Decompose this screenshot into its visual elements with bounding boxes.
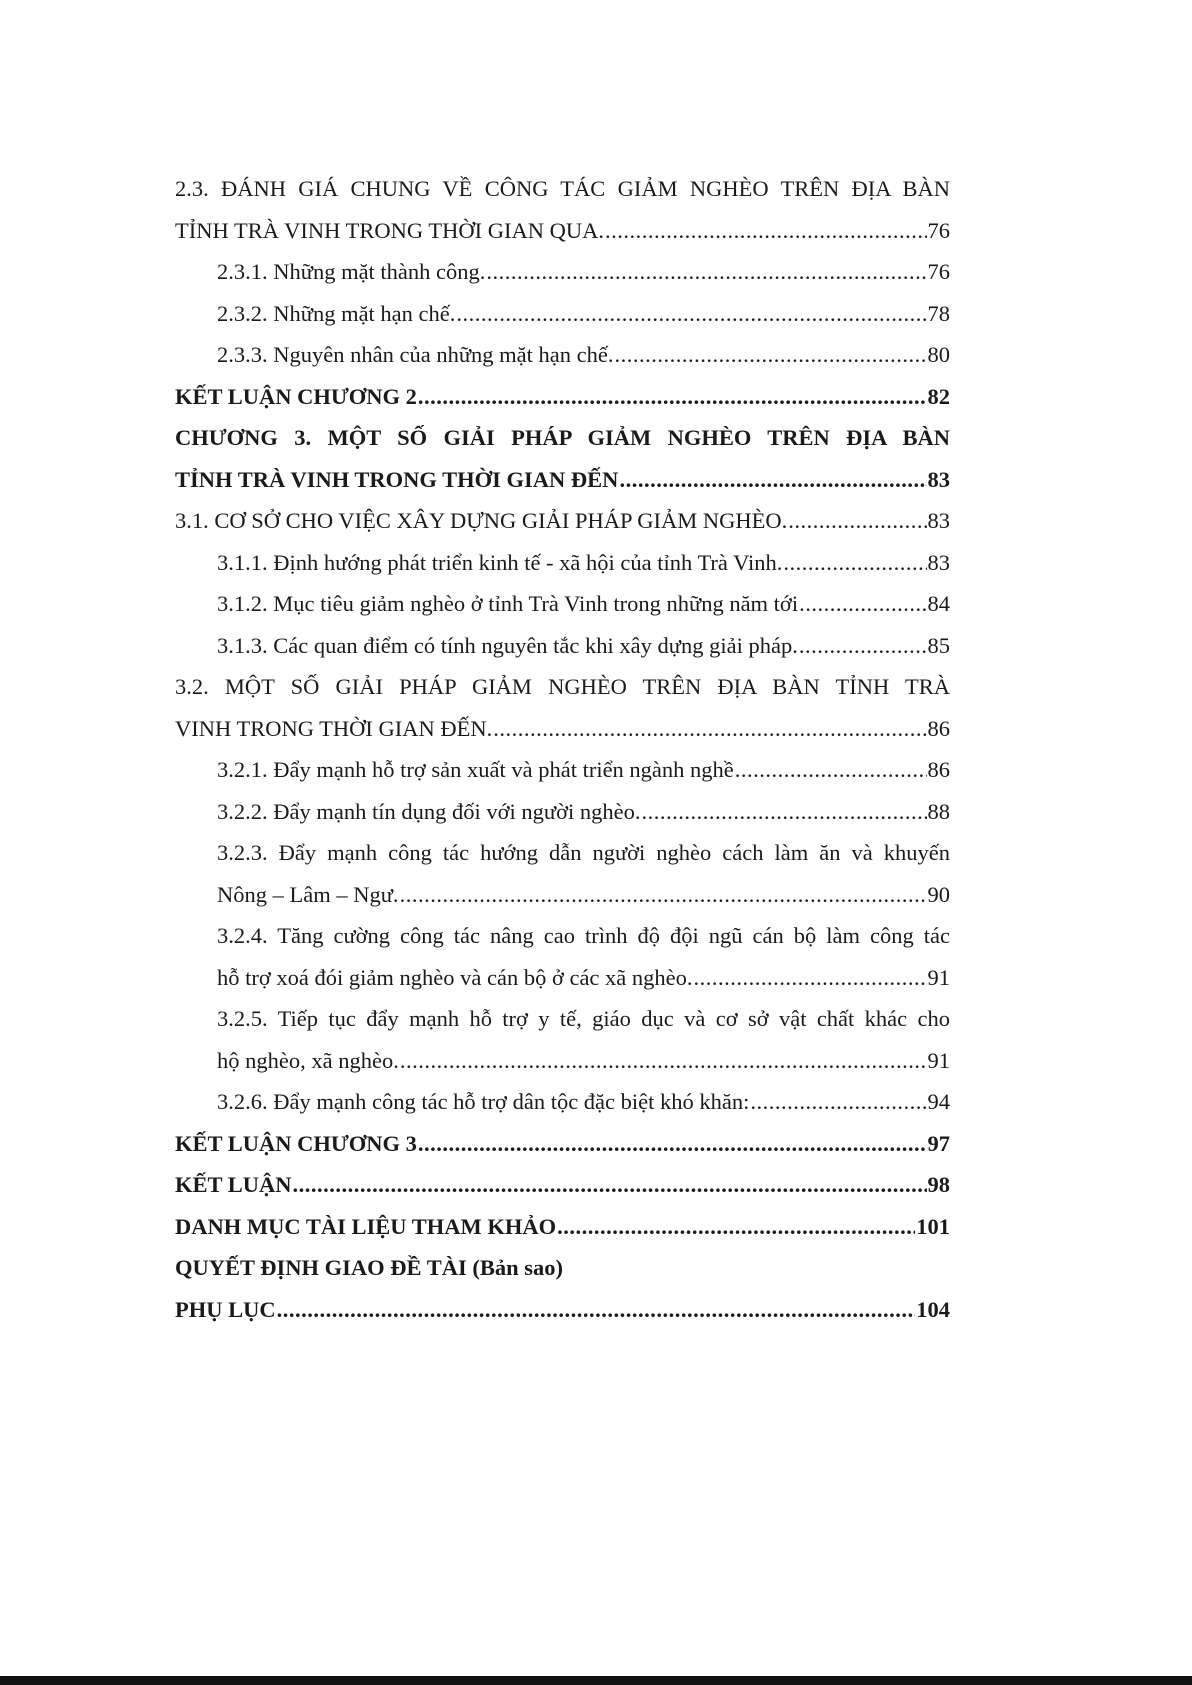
- toc-entry-title: KẾT LUẬN: [175, 1172, 292, 1197]
- toc-entry-title: 2.3.3. Nguyên nhân của những mặt hạn chế.: [217, 342, 614, 367]
- toc-entry-title: Nông – Lâm – Ngư.: [217, 881, 399, 907]
- toc-entry-first-line: 3.2.4. Tăng cường công tác nâng cao trình độ đội ngũ cán bộ làm công tác: [217, 923, 950, 948]
- toc-page-number: 98: [927, 1172, 950, 1197]
- toc-page-number: 83: [927, 508, 950, 533]
- toc-entry-3-2-6: [175, 1081, 950, 1123]
- toc-page-number: 91: [927, 1047, 950, 1073]
- toc-page-number: 91: [927, 964, 950, 990]
- toc-page-number: 84: [927, 591, 950, 616]
- toc-entry-3-2: [175, 666, 950, 749]
- dot-leader: [788, 500, 926, 542]
- toc-entry-title: hộ nghèo, xã nghèo.: [217, 1047, 399, 1073]
- toc-entry-title: 2.3.1. Những mặt thành công.: [217, 259, 486, 284]
- toc-page-number: 90: [927, 881, 950, 907]
- dot-leader: [605, 210, 927, 252]
- toc-entry-3-2-2: [175, 791, 950, 833]
- toc-page-number: 104: [916, 1296, 950, 1322]
- dot-leader: [418, 376, 927, 418]
- toc-entry-appendix: [175, 1289, 950, 1331]
- toc-entry-title: VINH TRONG THỜI GIAN ĐẾN.: [175, 715, 493, 741]
- toc-page-number: 83: [927, 549, 950, 575]
- toc-entry-references: [175, 1206, 950, 1248]
- toc-entry-title: KẾT LUẬN CHƯƠNG 2: [175, 383, 417, 409]
- toc-entry-title: TỈNH TRÀ VINH TRONG THỜI GIAN QUA.: [175, 217, 604, 243]
- toc-entry-chapter-3: [175, 417, 950, 500]
- toc-entry-2-3-1: [175, 251, 950, 293]
- dot-leader: [614, 334, 926, 376]
- toc-entry-title: 3.1.3. Các quan điểm có tính nguyên tắc khi xây dựng giải pháp.: [217, 632, 798, 658]
- toc-page-number: 78: [927, 300, 950, 326]
- toc-entry-3-1-2: [175, 583, 950, 625]
- toc-page-number: 101: [916, 1213, 950, 1239]
- toc-page-number: 76: [927, 259, 950, 284]
- dot-leader: [783, 542, 926, 584]
- toc-entry-3-1-1: [175, 542, 950, 584]
- toc-page-number: 94: [927, 1089, 950, 1114]
- toc-page-number: 82: [927, 383, 950, 409]
- toc-entry-title: 3.1.2. Mục tiêu giảm nghèo ở tỉnh Trà Vinh trong những năm tới: [217, 591, 799, 616]
- dot-leader: [641, 791, 926, 833]
- toc-entry-first-line: 3.2. MỘT SỐ GIẢI PHÁP GIẢM NGHÈO TRÊN ĐỊA BÀN TỈNH TRÀ: [175, 674, 950, 699]
- toc-entry-3-2-4: [175, 915, 950, 998]
- toc-entry-title: TỈNH TRÀ VINH TRONG THỜI GIAN ĐẾN: [175, 466, 619, 492]
- toc-entry-title: 3.2.6. Đẩy mạnh công tác hỗ trợ dân tộc đặc biệt khó khăn:: [217, 1089, 750, 1114]
- dot-leader: [293, 1164, 927, 1206]
- toc-entry-chapter-2-conclusion: [175, 376, 950, 418]
- toc-page-number: 80: [927, 342, 950, 367]
- toc-entry-3-1-3: [175, 625, 950, 667]
- dot-leader: [400, 1040, 927, 1082]
- toc-entry-title: 3.2.1. Đẩy mạnh hỗ trợ sản xuất và phát triển ngành nghề: [217, 757, 734, 782]
- toc-entry-3-2-3: [175, 832, 950, 915]
- toc-entry-title: DANH MỤC TÀI LIỆU THAM KHẢO: [175, 1213, 557, 1239]
- dot-leader: [456, 293, 926, 335]
- toc-entry-title: KẾT LUẬN CHƯƠNG 3: [175, 1130, 417, 1156]
- toc-page-number: 86: [927, 715, 950, 741]
- dot-leader: [400, 874, 927, 916]
- toc-entry-conclusion: [175, 1164, 950, 1206]
- page-bottom-edge: [0, 1676, 1192, 1685]
- toc-entry-first-line: CHƯƠNG 3. MỘT SỐ GIẢI PHÁP GIẢM NGHÈO TRÊN ĐỊA BÀN: [175, 425, 950, 450]
- toc-entry-chapter-3-conclusion: [175, 1123, 950, 1165]
- toc-entry-3-1: [175, 500, 950, 542]
- toc-entry-3-2-1: [175, 749, 950, 791]
- toc-entry-title: 3.1.1. Định hướng phát triển kinh tế - xã hội của tỉnh Trà Vinh.: [217, 549, 783, 575]
- dot-leader: [277, 1289, 916, 1331]
- toc-entry-title: 3.1. CƠ SỞ CHO VIỆC XÂY DỰNG GIẢI PHÁP GIẢM NGHÈO.: [175, 508, 788, 533]
- toc-entry-first-line: 3.2.5. Tiếp tục đẩy mạnh hỗ trợ y tế, giáo dục và cơ sở vật chất khác cho: [217, 1006, 950, 1031]
- toc-entry-title: 2.3.2. Những mặt hạn chế.: [217, 300, 456, 326]
- toc-entry-title: PHỤ LỤC: [175, 1296, 276, 1322]
- toc-page-number: 85: [927, 632, 950, 658]
- table-of-contents: [175, 168, 950, 1330]
- toc-page-number: 76: [927, 217, 950, 243]
- dot-leader: [735, 749, 927, 791]
- dot-leader: [694, 957, 927, 999]
- toc-entry-2-3-2: [175, 293, 950, 335]
- dot-leader: [799, 625, 927, 667]
- toc-entry-assignment-decision: [175, 1247, 950, 1289]
- toc-entry-2-3: [175, 168, 950, 251]
- dot-leader: [418, 1123, 927, 1165]
- dot-leader: [750, 1081, 926, 1123]
- dot-leader: [799, 583, 926, 625]
- dot-leader: [619, 459, 926, 501]
- dot-leader: [486, 251, 926, 293]
- dot-leader: [557, 1206, 915, 1248]
- toc-entry-title: 3.2.2. Đẩy mạnh tín dụng đối với người nghèo.: [217, 798, 641, 824]
- toc-page-number: 83: [927, 466, 950, 492]
- toc-entry-3-2-5: [175, 998, 950, 1081]
- toc-entry-first-line: 2.3. ĐÁNH GIÁ CHUNG VỀ CÔNG TÁC GIẢM NGHÈO TRÊN ĐỊA BÀN: [175, 176, 950, 201]
- toc-page-number: 88: [927, 798, 950, 824]
- dot-leader: [493, 708, 926, 750]
- toc-page-number: 86: [927, 757, 950, 782]
- toc-entry-2-3-3: [175, 334, 950, 376]
- toc-entry-title: hỗ trợ xoá đói giảm nghèo và cán bộ ở các xã nghèo.: [217, 964, 693, 990]
- toc-page-number: 97: [927, 1130, 950, 1156]
- toc-entry-first-line: 3.2.3. Đẩy mạnh công tác hướng dẫn người nghèo cách làm ăn và khuyến: [217, 840, 950, 865]
- toc-entry-title: QUYẾT ĐỊNH GIAO ĐỀ TÀI (Bản sao): [175, 1255, 563, 1280]
